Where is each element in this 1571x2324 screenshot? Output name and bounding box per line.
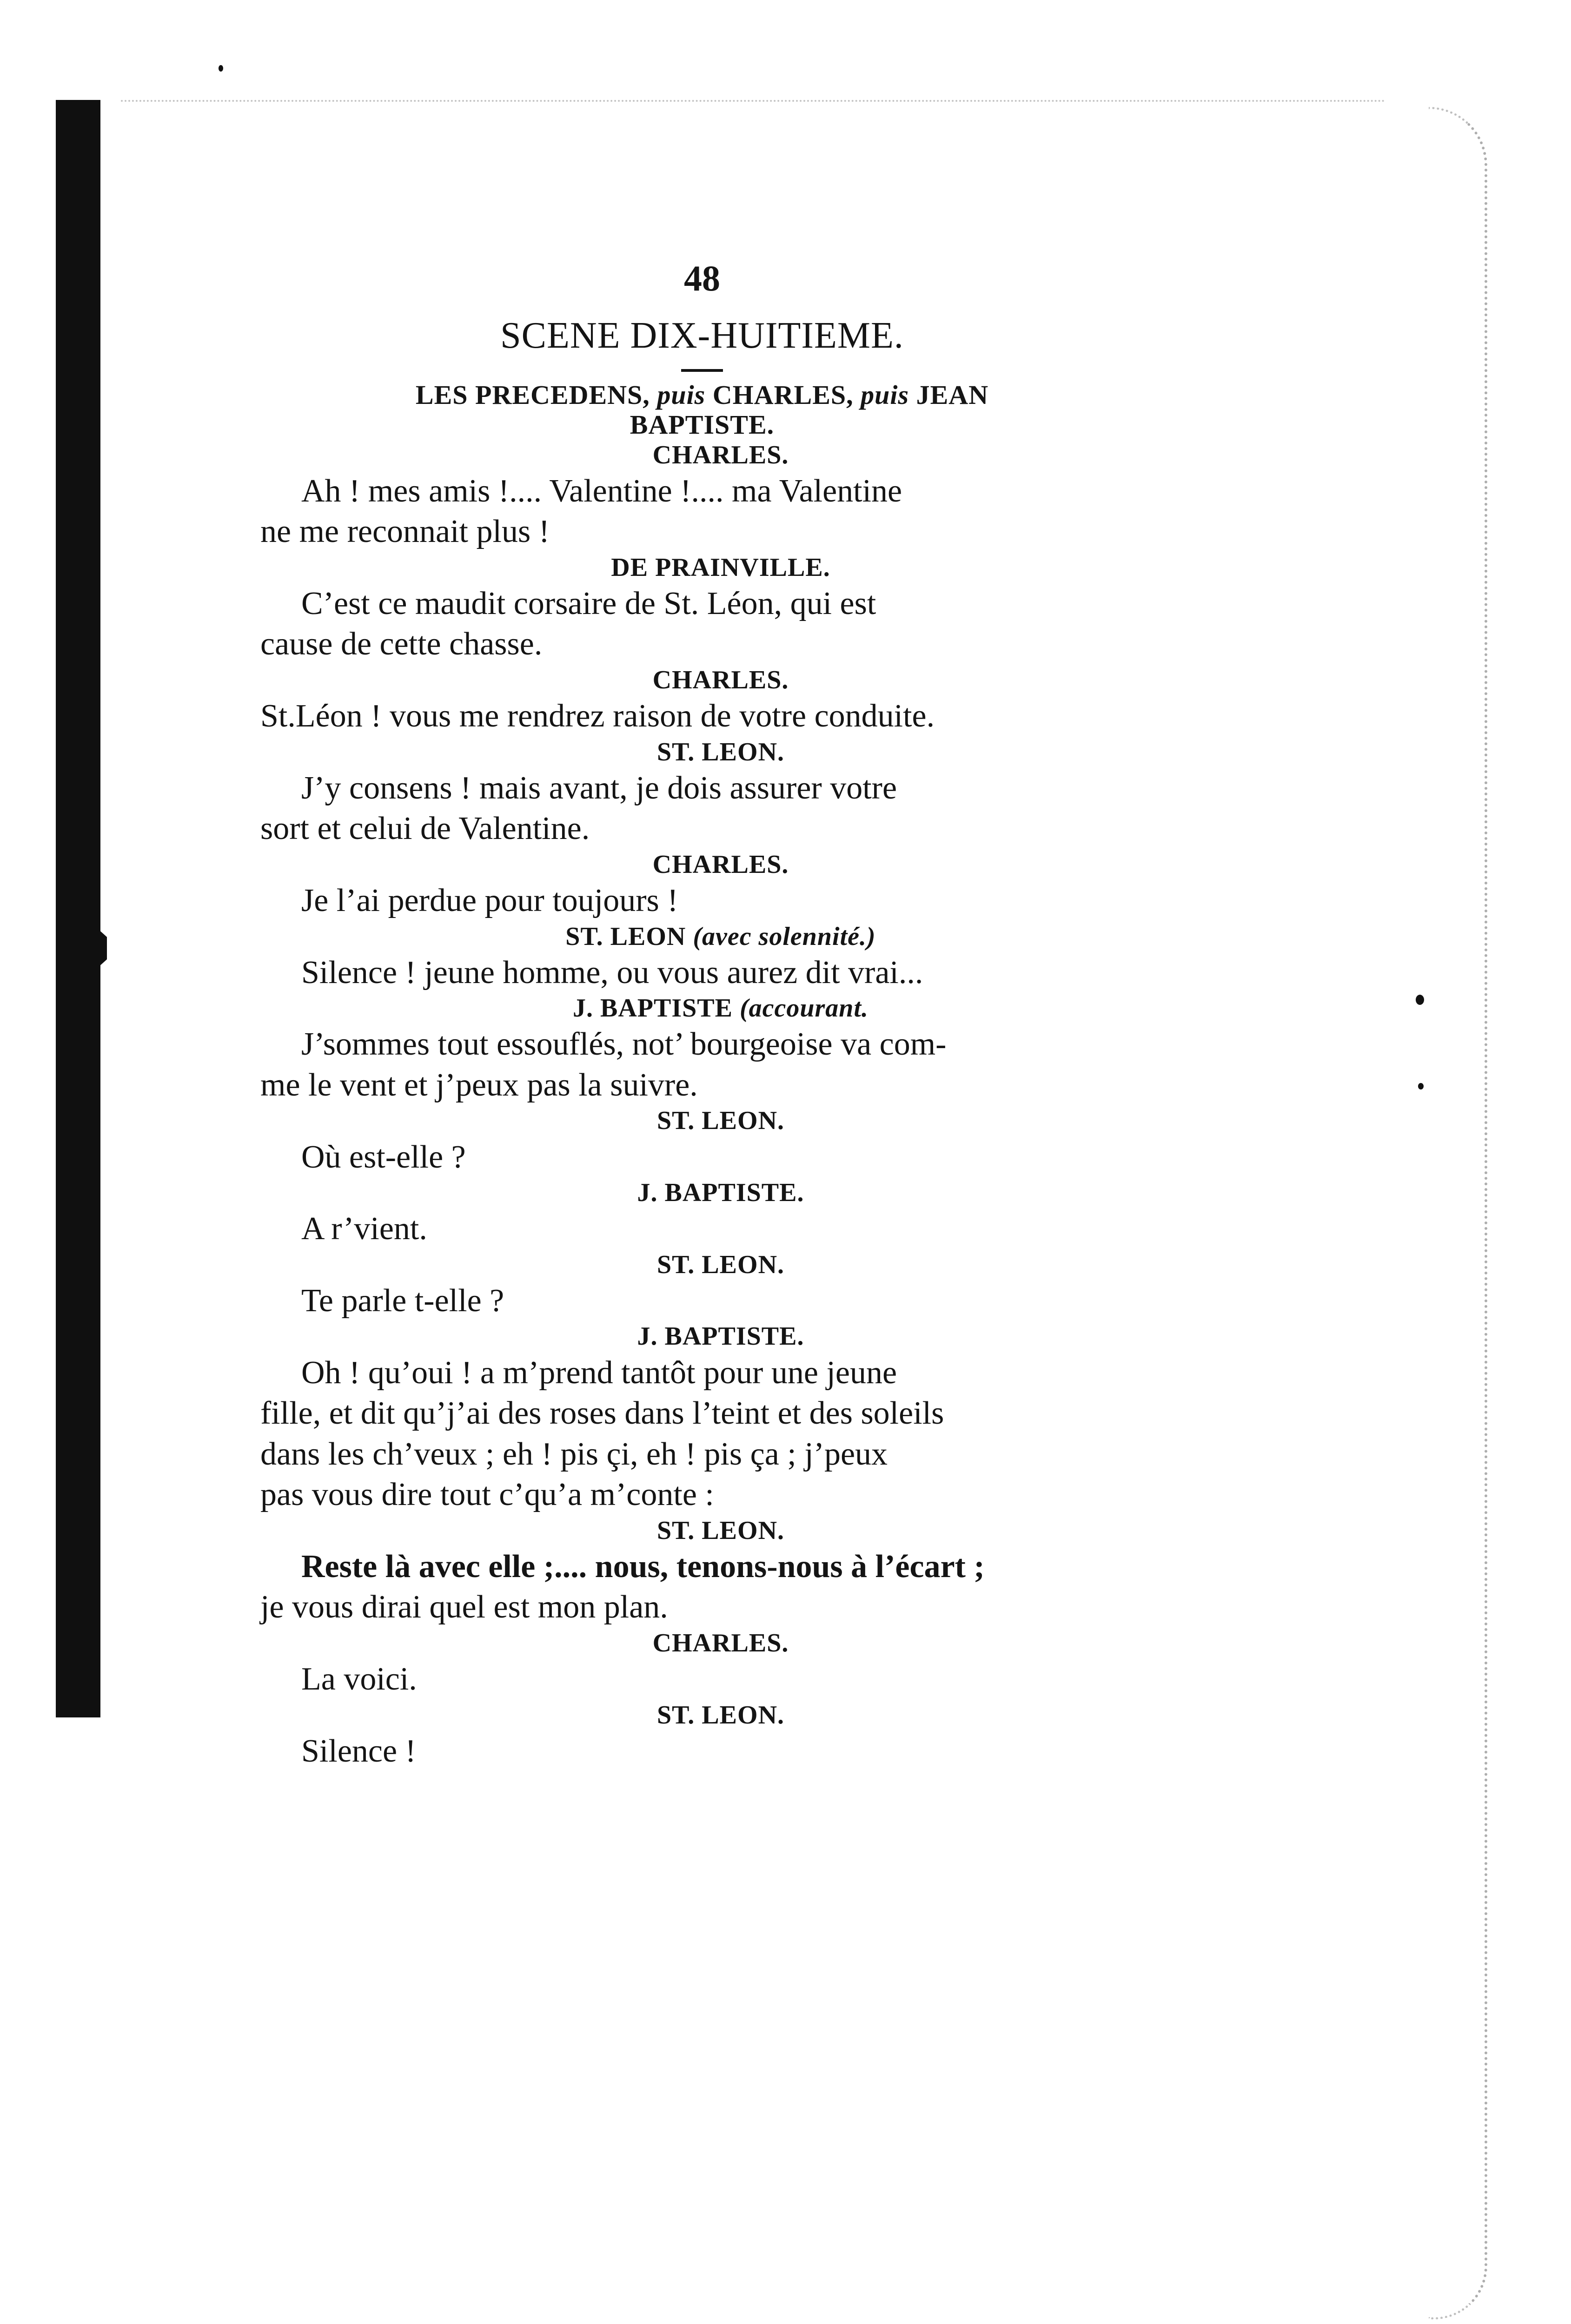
speaker-name: ST. LEON. xyxy=(656,1516,785,1545)
dialogue-line: fille, et dit qu’j’ai des roses dans l’teint et des soleils xyxy=(260,1395,944,1432)
page-number: 48 xyxy=(684,258,720,298)
dialogue-line: sort et celui de Valentine. xyxy=(260,811,590,847)
characters-heading-line2: BAPTISTE. xyxy=(630,409,775,440)
page-text xyxy=(260,260,1144,1771)
characters-part: LES PRECEDENS, xyxy=(415,380,650,410)
ink-speck xyxy=(1418,1083,1424,1089)
dialogue-line: Reste là avec elle ;.... nous, tenons-nous à l’écart ; xyxy=(301,1548,985,1585)
dialogue-line: cause de cette chasse. xyxy=(260,626,543,662)
dialogue-line: J’y consens ! mais avant, je dois assurer votre xyxy=(301,770,897,806)
speaker-name-with-direction xyxy=(298,993,1144,1024)
spine-notch xyxy=(88,920,107,976)
speaker-name: CHARLES. xyxy=(652,665,789,694)
ink-speck xyxy=(219,65,223,72)
stage-direction: (avec solennité.) xyxy=(693,922,876,951)
dialogue-line: Je l’ai perdue pour toujours ! xyxy=(301,883,678,919)
dialogue-line: Où est-elle ? xyxy=(301,1139,466,1175)
speaker-name: ST. LEON. xyxy=(656,1106,785,1136)
page-right-edge xyxy=(1429,107,1487,2319)
characters-part: puis xyxy=(657,380,706,410)
characters-part: JEAN xyxy=(916,380,989,410)
dialogue-line: Te parle t-elle ? xyxy=(301,1282,504,1319)
dialogue-line: Ah ! mes amis !.... Valentine !.... ma Valentine xyxy=(301,473,902,509)
dialogue-line: J’sommes tout essouflés, not’ bourgeoise va com- xyxy=(301,1026,947,1063)
speaker-name: ST. LEON. xyxy=(656,1700,785,1730)
dialogue-line: La voici. xyxy=(301,1661,417,1697)
speaker-name: J. BAPTISTE. xyxy=(637,1178,804,1208)
title-rule xyxy=(681,369,723,372)
page-top-edge xyxy=(121,100,1385,102)
speaker-name: CHARLES. xyxy=(652,850,789,879)
dialogue-line: St.Léon ! vous me rendrez raison de votre conduite. xyxy=(260,698,935,734)
dialogue-line: pas vous dire tout c’qu’a m’conte : xyxy=(260,1477,714,1513)
book-spine-shadow xyxy=(56,100,100,1717)
speaker-name: J. BAPTISTE. xyxy=(637,1322,804,1351)
dialogue-line: Silence ! jeune homme, ou vous aurez dit vrai... xyxy=(301,954,923,990)
characters-part: puis xyxy=(861,380,909,410)
scene-title: SCENE DIX-HUITIEME. xyxy=(500,315,904,356)
speaker-name: ST. LEON xyxy=(565,922,686,951)
dialogue-line: me le vent et j’peux pas la suivre. xyxy=(260,1067,698,1103)
dialogue-line: Oh ! qu’oui ! a m’prend tantôt pour une jeune xyxy=(301,1354,897,1391)
dialogue-line: ne me reconnait plus ! xyxy=(260,514,550,550)
dialogue-line: je vous dirai quel est mon plan. xyxy=(260,1589,668,1625)
speaker-name: DE PRAINVILLE. xyxy=(611,553,830,582)
speaker-name-with-direction xyxy=(298,921,1144,952)
speaker-name: CHARLES. xyxy=(652,440,789,469)
speaker-name: ST. LEON. xyxy=(656,1250,785,1279)
dialogue-line: Silence ! xyxy=(301,1733,416,1769)
dialogue-line: A r’vient. xyxy=(301,1211,427,1247)
speaker-name: CHARLES. xyxy=(652,1628,789,1657)
speaker-name: ST. LEON. xyxy=(656,737,785,766)
speaker-name: J. BAPTISTE xyxy=(573,994,733,1023)
dialogue-line: C’est ce maudit corsaire de St. Léon, qui est xyxy=(301,585,876,621)
stage-direction: (accourant. xyxy=(740,994,868,1023)
ink-speck xyxy=(1416,995,1424,1005)
characters-part: CHARLES, xyxy=(712,380,854,410)
dialogue-line: dans les ch’veux ; eh ! pis çi, eh ! pis ça ; j’peux xyxy=(260,1436,888,1472)
characters-heading xyxy=(260,380,1144,410)
